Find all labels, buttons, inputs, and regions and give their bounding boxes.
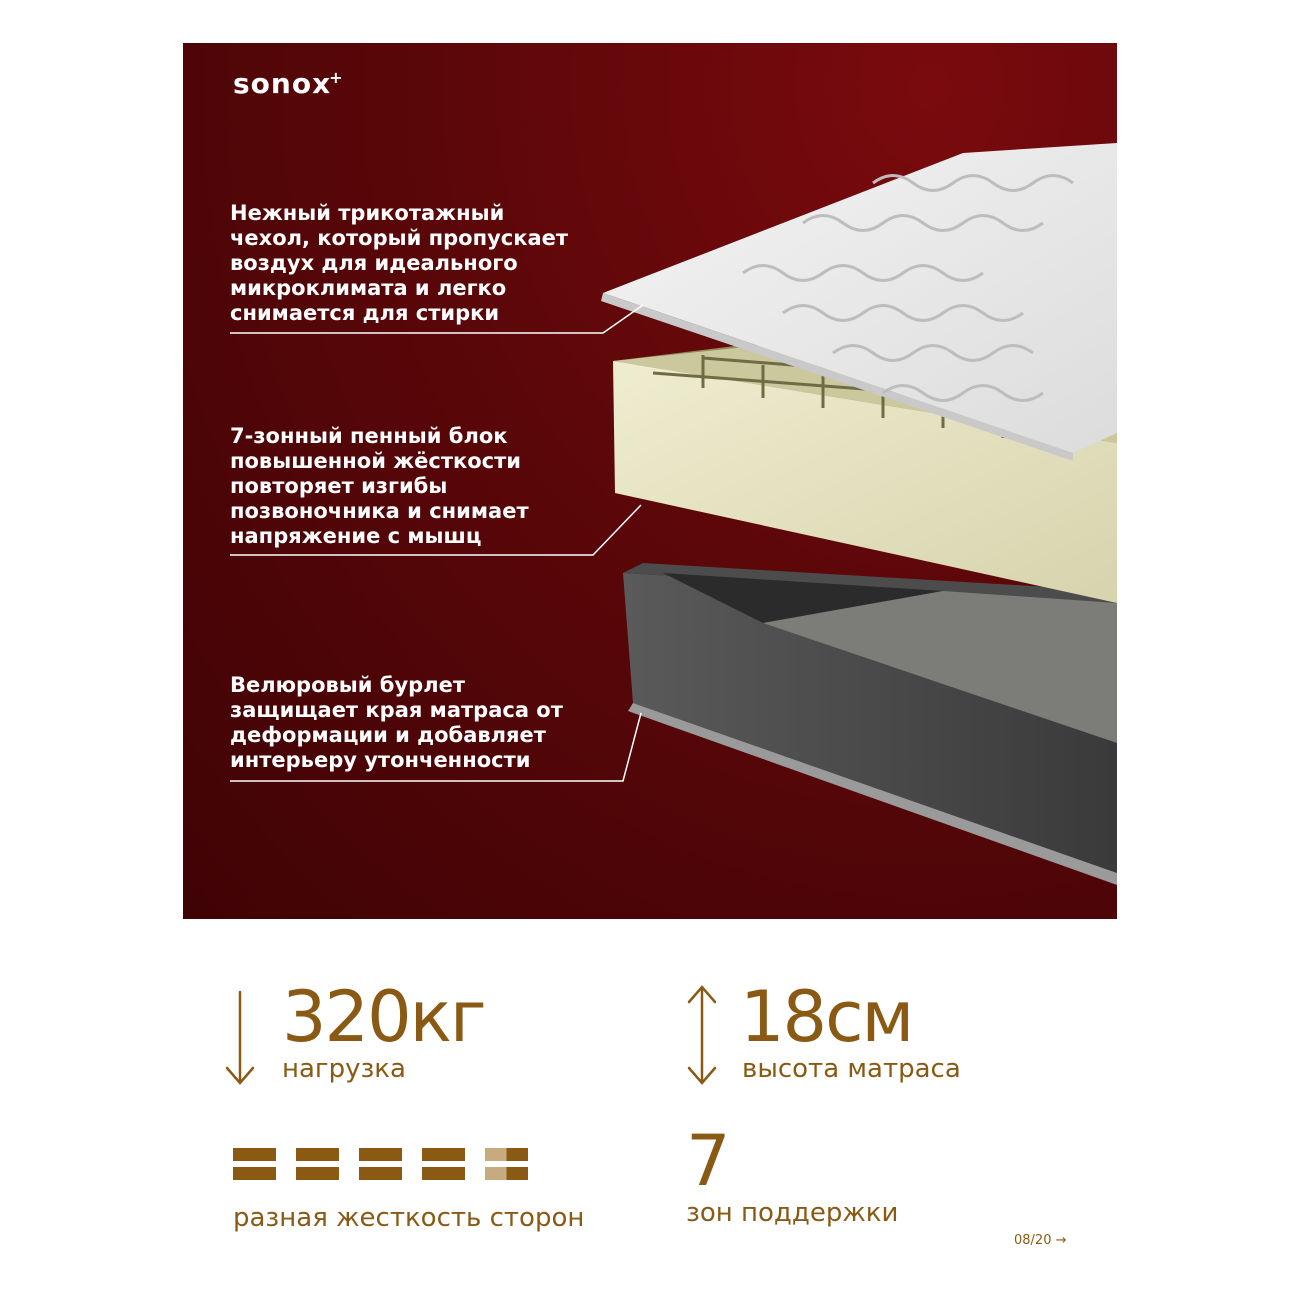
height-value: 18см xyxy=(740,976,913,1058)
pagination xyxy=(1014,1233,1067,1248)
stiffness-segment xyxy=(359,1167,402,1180)
callout-line: напряжение с мышц xyxy=(230,524,482,548)
callout-foam xyxy=(230,424,529,549)
stiffness-segment xyxy=(296,1167,339,1180)
callout-line: чехол, который пропускает xyxy=(230,226,569,250)
stiffness-segment-fill xyxy=(507,1167,529,1180)
callout-line: повторяет изгибы xyxy=(230,474,448,498)
load-value: 320кг xyxy=(282,976,485,1058)
callout-line: защищает края матраса от xyxy=(230,698,563,722)
next-arrow-icon[interactable]: → xyxy=(1055,1233,1067,1248)
zones-label: зон поддержки xyxy=(686,1198,899,1228)
brand-logo xyxy=(233,67,344,100)
stiffness-segment xyxy=(422,1148,465,1161)
callout-line: снимается для стирки xyxy=(230,301,500,325)
stiffness-segment xyxy=(359,1148,402,1161)
callout-line: повышенной жёсткости xyxy=(230,449,522,473)
stiffness-segment-fill xyxy=(507,1148,529,1161)
callout-line: 7-зонный пенный блок xyxy=(230,424,508,448)
page-counter: 08/20 xyxy=(1014,1233,1052,1248)
stiffness-segment xyxy=(233,1148,276,1161)
load-label: нагрузка xyxy=(282,1054,406,1084)
stiffness-scale-icon xyxy=(233,1148,533,1188)
stiffness-segment xyxy=(233,1167,276,1180)
callout-cover xyxy=(230,201,568,326)
arrow-down-icon xyxy=(224,990,256,1086)
zones-value: 7 xyxy=(686,1120,729,1202)
callout-line: воздух для идеального xyxy=(230,251,518,275)
callout-line: микроклимата и легко xyxy=(230,276,507,300)
brand-name: sonox xyxy=(233,67,332,100)
callout-line: интерьеру утонченности xyxy=(230,748,531,772)
height-label: высота матраса xyxy=(742,1054,961,1084)
callout-line: деформации и добавляет xyxy=(230,723,546,747)
callout-line: Велюровый бурлет xyxy=(230,673,465,697)
stiffness-label: разная жесткость сторон xyxy=(233,1203,585,1233)
brand-mark: + xyxy=(329,67,344,87)
stiffness-segment xyxy=(296,1148,339,1161)
stiffness-segment xyxy=(422,1167,465,1180)
arrow-updown-icon xyxy=(685,985,719,1085)
callout-line: позвоночника и снимает xyxy=(230,499,529,523)
callout-border xyxy=(230,673,563,773)
product-banner xyxy=(183,43,1117,919)
callout-line: Нежный трикотажный xyxy=(230,201,505,225)
